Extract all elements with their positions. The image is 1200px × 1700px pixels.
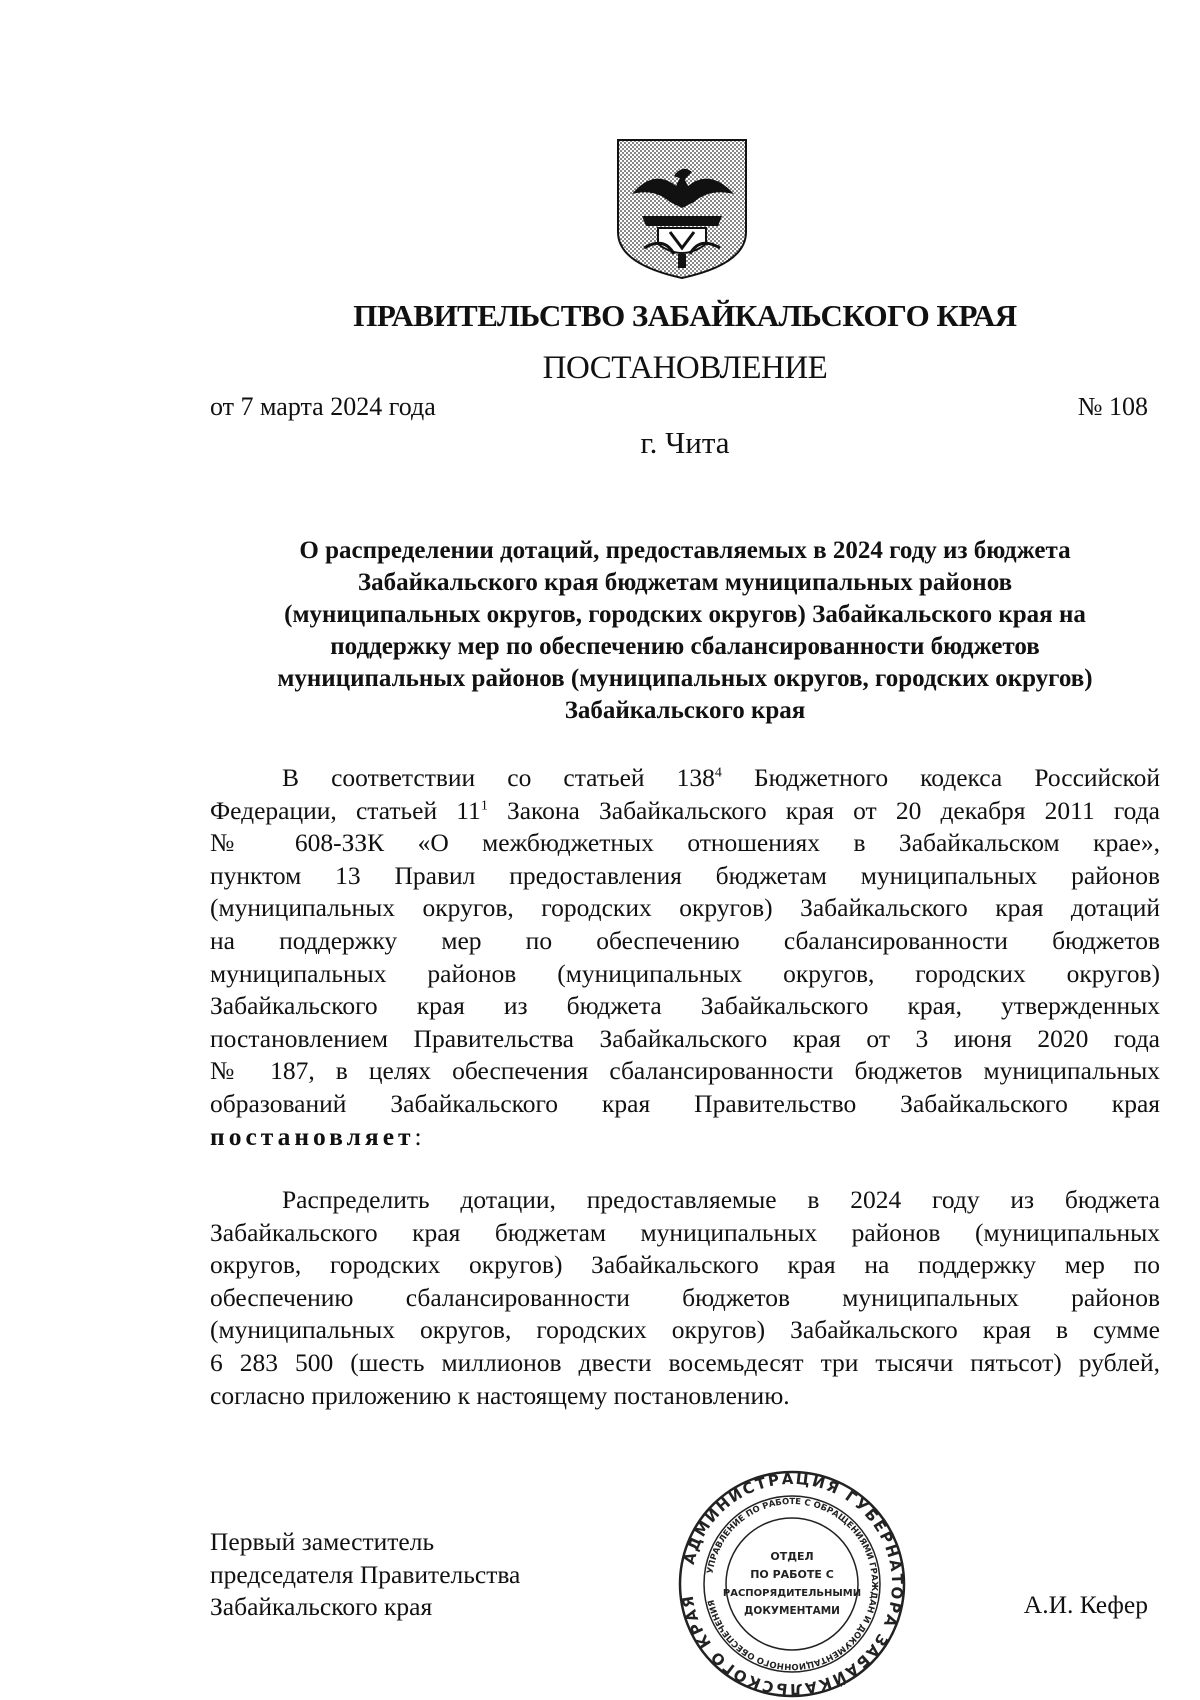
title-line: О распределении дотаций, предоставляемых в 2024 году из бюджета xyxy=(299,537,1071,564)
title-line: поддержку мер по обеспечению сбалансированности бюджетов xyxy=(330,633,1040,660)
paragraph-line: Федерации, статьей $11^1$ Закона Забайкальского края от 20 декабря 2011 года xyxy=(210,795,1160,825)
paragraph-line: 6 283 500 (шесть миллионов двести восемьдесят три тысячи пятьсот) рублей, xyxy=(210,1347,1160,1377)
title-line: муниципальных районов (муниципальных округов, городских округов) xyxy=(277,665,1093,692)
official-stamp-icon xyxy=(676,1468,908,1700)
resolution-paragraph xyxy=(210,1184,1160,1412)
paragraph-line: Распределить дотации, предоставляемые в 2024 году из бюджета xyxy=(282,1185,1160,1214)
paragraph-line: постановляет: xyxy=(210,1121,422,1151)
title-line: (муниципальных округов, городских округов) Забайкальского края на xyxy=(284,601,1086,628)
paragraph-line: обеспечению сбалансированности бюджетов муниципальных районов xyxy=(210,1282,1160,1312)
coat-of-arms-icon xyxy=(614,136,750,282)
paragraph-line: пунктом 13 Правил предоставления бюджетам муниципальных районов xyxy=(210,860,1160,890)
svg-text:ОТДЕЛ: ОТДЕЛ xyxy=(770,1550,814,1563)
document-type: ПОСТАНОВЛЕНИЕ xyxy=(542,350,828,386)
government-name: ПРАВИТЕЛЬСТВО ЗАБАЙКАЛЬСКОГО КРАЯ xyxy=(353,298,1017,333)
paragraph-line: образований Забайкальского края Правительство Забайкальского края xyxy=(210,1088,1160,1118)
svg-text:УПРАВЛЕНИЕ ПО РАБОТЕ С ОБРАЩЕН: УПРАВЛЕНИЕ ПО РАБОТЕ С ОБРАЩЕНИЯМИ ГРАЖДАН И ДОКУМЕНТАЦИОННОГО ОБЕСПЕЧЕНИЯ xyxy=(705,1496,880,1672)
preamble-paragraph xyxy=(210,762,1160,1153)
paragraph-line: Забайкальского края из бюджета Забайкальского края, утвержденных xyxy=(210,991,1160,1021)
document-date: от 7 марта 2024 года xyxy=(210,392,436,421)
paragraph-line: В соответствии со статьей $138^4$ Бюджетного кодекса Российской xyxy=(282,763,1160,792)
title-line: Забайкальского края бюджетам муниципальных районов xyxy=(357,569,1013,596)
document-number: № 108 xyxy=(1077,392,1148,421)
resolves-word: постановляет xyxy=(210,1121,415,1151)
paragraph-line: округов, городских округов) Забайкальского края на поддержку мер по xyxy=(210,1250,1160,1280)
paragraph-line: (муниципальных округов, городских округов) Забайкальского края дотаций xyxy=(210,893,1160,923)
paragraph-line: муниципальных районов (муниципальных округов, городских округов) xyxy=(210,958,1160,988)
document-title xyxy=(200,535,1170,727)
svg-text:ДОКУМЕНТАМИ: ДОКУМЕНТАМИ xyxy=(744,1605,840,1617)
paragraph-line: Забайкальского края бюджетам муниципальных районов (муниципальных xyxy=(210,1217,1160,1247)
signatory-position: Первый заместитель председателя Правительства Забайкальского края xyxy=(210,1527,521,1622)
paragraph-line: постановлением Правительства Забайкальского края от 3 июня 2020 года xyxy=(210,1023,1160,1053)
paragraph-line: № 608-ЗЗК «О межбюджетных отношениях в Забайкальском крае», xyxy=(210,828,1160,858)
paragraph-line: (муниципальных округов, городских округов) Забайкальского края в сумме xyxy=(210,1315,1160,1345)
signatory-name: А.И. Кефер xyxy=(1023,1590,1148,1619)
paragraph-line: на поддержку мер по обеспечению сбалансированности бюджетов xyxy=(210,925,1160,955)
svg-text:АДМИНИСТРАЦИЯ ГУБЕРНАТОРА ЗАБА: АДМИНИСТРАЦИЯ ГУБЕРНАТОРА ЗАБАЙКАЛЬСКОГО КРАЯ xyxy=(678,1469,907,1699)
paragraph-line: согласно приложению к настоящему постановлению. xyxy=(210,1380,790,1410)
document-city: г. Чита xyxy=(640,425,730,460)
svg-text:РАСПОРЯДИТЕЛЬНЫМИ: РАСПОРЯДИТЕЛЬНЫМИ xyxy=(722,1588,862,1599)
title-line: Забайкальского края xyxy=(564,697,806,724)
svg-text:ПО РАБОТЕ С: ПО РАБОТЕ С xyxy=(750,1568,834,1581)
paragraph-line: № 187, в целях обеспечения сбалансированности бюджетов муниципальных xyxy=(210,1056,1160,1086)
